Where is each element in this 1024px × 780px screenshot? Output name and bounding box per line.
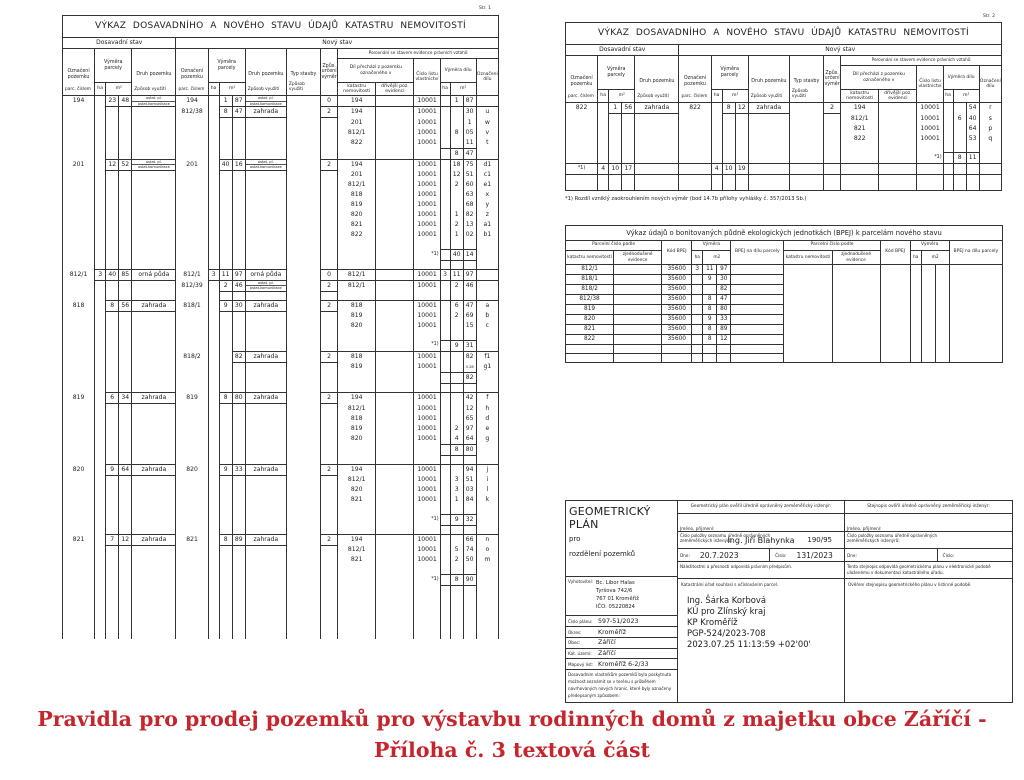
table-row (63, 505, 499, 514)
col-oznaceni-pozemku-novy: Označení pozemku parc. číslem (176, 49, 208, 96)
table-row: 822 10001 53 q (566, 134, 1002, 144)
table-row (63, 612, 499, 621)
table-row (63, 585, 499, 594)
col-vymera: Výměra (692, 241, 731, 251)
col-parcelni-cislo: Parcelní číslo podle (566, 241, 662, 251)
table-row: 812/1 35600 3 11 97 (566, 265, 1003, 275)
table-row: 812/1 10001 3 51 i (63, 475, 499, 485)
col-dil-prechazi: Díl přechází z pozemku označeného v (338, 59, 414, 83)
bpej-body (566, 265, 1003, 363)
gp-field-kat-uzemi: Kat. území: Záříčí (566, 649, 677, 660)
col-druh-pozemku-novy: Druh pozemku Způsob využití (748, 56, 789, 103)
table-row (63, 291, 499, 300)
col-m2-dosavadni: m² (106, 83, 132, 96)
gp-vyhotovitel-label: Vyhotovitel: (568, 579, 594, 585)
table-row: 818/2 82 zahrada 2 818 10001 82 f1 (63, 351, 499, 362)
gp-list-number-cell: Číslo položky seznamu úředně oprávněných zeměměřických inženýrů: 190/95 (678, 532, 844, 549)
vykaz-body-page1 (63, 96, 499, 640)
sheet-page1 (62, 15, 499, 639)
table-row: 82 (63, 373, 499, 384)
col-parcelni-cislo: Parcelní číslo podle (784, 241, 880, 251)
gp-digital-stamp: Ing. Šárka Korbová KÚ pro Zlínský kraj KP Kroměříž PGP-524/2023-708 2023.07.25 11:13:59 +02'00' (687, 595, 811, 649)
gp-overeni-label: Ověření stejnopisu geometrického plánu v listinné podobě. (848, 582, 972, 587)
page-number-2: Str. 2 (983, 14, 996, 19)
col-druh-pozemku-dosavadni: Druh pozemku Způsob využití (635, 56, 679, 103)
table-row: 820 10001 4 64 g (63, 434, 499, 445)
gp-date-number-cell: Dne: 20.7.2023 Číslo: 131/2023 (678, 549, 844, 562)
gp-verify-header-left: Geometrický plán ověřil úředně oprávněný zeměměřický inženýr: (678, 501, 844, 514)
caption-line2: Příloha č. 3 textová část (374, 737, 650, 762)
gp-list-number-cell-right: Číslo položky seznamu úředně oprávněných zeměměřických inženýrů: (845, 532, 1012, 549)
col-katastr-nemovitosti: katastru nemovitostí (566, 251, 614, 265)
gp-ku-agree-label: Katastrální úřad souhlasí s očíslováním parcel. (681, 582, 779, 587)
col-katastr-nemovitosti: katastru nemovitostí (784, 251, 832, 265)
col-ha-dosavadni: ha (598, 90, 609, 103)
col-ha-dil: ha (943, 90, 953, 103)
vykaz-table-page2 (565, 22, 1002, 191)
table-row: 822 10001 1 02 b1 (63, 230, 499, 240)
col-oznaceni-dilu: Označení dílu (979, 66, 1001, 103)
vykaz-title: VÝKAZ DOSAVADNÍHO A NOVÉHO STAVU ÚDAJŮ KATASTRU NEMOVITOSTÍ (566, 23, 1002, 45)
table-row: 818/2 35600 82 (566, 285, 1003, 295)
table-row: *1) 8 11 (566, 153, 1002, 164)
gp-compliance-note: Náležitostmi a přesností odpovídá právním předpisům. (678, 562, 844, 579)
col-ha: ha (692, 251, 703, 265)
col-ha-dosavadni: ha (95, 83, 106, 96)
col-vymera-parcely-dosavadni: Výměra parcely (95, 49, 132, 83)
table-row: 812/1 10001 2 60 e1 (63, 180, 499, 190)
group-novy-stav: Nový stav (679, 45, 1002, 56)
col-drivejsi-evidence: dřívější poz. evidenci (879, 90, 917, 103)
col-dil-prechazi: Díl přechází z pozemku označeného v (841, 66, 917, 90)
group-dosavadni-stav: Dosavadní stav (63, 38, 176, 49)
table-row: 821 7 12 zahrada 821 8 89 zahrada 2 194 10001 66 n (63, 534, 499, 545)
col-vymera-parcely-dosavadni: Výměra parcely (598, 56, 635, 90)
table-row: 821 10001 1 84 k (63, 495, 499, 505)
col-bpej-dil: BPEJ na dílu parcely (731, 241, 784, 265)
table-row (566, 144, 1002, 153)
table-row: 812/1 10001 8 05 v (63, 128, 499, 138)
gp-purpose: rozdělení pozemků (569, 550, 636, 558)
table-row: *1) 40 14 (63, 249, 499, 260)
col-vymera-parcely-novy: Výměra parcely (208, 49, 245, 83)
table-row: 818 8 56 zahrada 818/1 9 30 zahrada 2 818 10001 6 47 a (63, 300, 499, 311)
table-row (63, 331, 499, 340)
col-katastr-nemovitosti: katastru nemovitostí (338, 83, 376, 96)
col-typ-stavby: Typ stavby Způsob využití (286, 49, 320, 96)
gp-left-column (566, 501, 678, 702)
table-row: 8 80 (63, 444, 499, 455)
col-druh-pozemku-dosavadni: Druh pozemku Způsob využití (132, 49, 176, 96)
col-zjednodusena-evidence: zjednodušené evidence (832, 251, 880, 265)
col-typ-stavby: Typ stavby Způsob využití (789, 56, 823, 103)
table-row (63, 594, 499, 603)
table-row: 201 10001 1 w (63, 118, 499, 128)
table-row (63, 455, 499, 464)
gp-vyhotovitel-cell (566, 577, 677, 616)
col-m2: m2 (921, 251, 949, 265)
gp-stamp-cell (678, 579, 844, 702)
table-row (63, 565, 499, 574)
col-kod-bpej: Kód BPEJ (880, 241, 910, 265)
table-row: 812/38 8 47 zahrada 2 194 10001 30 u (63, 107, 499, 118)
col-vymera-dilu: Výměra dílu (943, 66, 979, 90)
table-row: 820 10001 15 c (63, 321, 499, 331)
col-oznaceni-pozemku-dosavadni: Označení pozemku parc. číslem (63, 49, 95, 96)
sheet-bpej (565, 225, 1003, 363)
vykaz-body-page2 (566, 103, 1002, 191)
gp-field-cislo-planu: Číslo plánu: 597-51/2023 (566, 616, 677, 627)
table-row (63, 525, 499, 534)
table-row: 822 10001 11 t (63, 138, 499, 149)
table-row (63, 260, 499, 269)
table-row: 821 35600 8 89 (566, 325, 1003, 335)
table-row (566, 175, 1002, 191)
table-row (63, 384, 499, 393)
col-oznaceni-dilu: Označení dílu (476, 59, 498, 96)
col-zpusob-urceni-vymer: Způs. určení výměr (321, 49, 338, 96)
col-cislo-lv: Číslo listu vlastnictví (414, 59, 440, 96)
gp-verify-header-right: Stejnopis ověřil úředně oprávněný zeměměřický inženýr: (845, 501, 1012, 514)
table-row: 812/1 10001 5 74 o (63, 545, 499, 555)
table-row: 201 10001 12 51 c1 (63, 170, 499, 180)
col-m2-novy: m² (219, 83, 245, 96)
gp-pro: pro (569, 535, 581, 543)
gp-vyhotovitel-address: Bc. Libor Halas Tyršova 742/6 767 01 Kroměříž IČO: 05220824 (596, 580, 639, 611)
col-m2-novy: m² (722, 90, 748, 103)
gp-name-cell-right: Jméno, příjmení: (845, 514, 1012, 532)
col-ha: ha (910, 251, 921, 265)
caption-line1: Pravidla pro prodej pozemků pro výstavbu rodinných domů z majetku obce Záříčí - (37, 707, 987, 731)
table-row: 821 10001 2 13 a1 (63, 220, 499, 230)
gp-name-cell: Jméno, příjmení: Ing. Jiří Blahynka (678, 514, 844, 532)
group-novy-stav: Nový stav (176, 38, 499, 49)
gp-owners-note: Dosavadním vlastníkům pozemků byla poskytnuta možnost seznámit se v terénu s průběhem navrhovaných nových hranic, které byly označeny předepsaným způsobem: (568, 672, 672, 699)
vykaz-title: VÝKAZ DOSAVADNÍHO A NOVÉHO STAVU ÚDAJŮ KATASTRU NEMOVITOSTÍ (63, 16, 499, 38)
geometricky-plan-box (565, 500, 1013, 703)
table-row: 818/1 35600 9 30 (566, 275, 1003, 285)
table-row: 819 35600 8 80 (566, 305, 1003, 315)
gp-date-number-cell-right: Dne: Číslo: (845, 549, 1012, 562)
page-number-1: Str. 1 (479, 6, 492, 11)
table-row: 201 12 52 ostat. pl. ostat.komunikace 201 40 16 ostat. pl. ostat.komunikace 2 194 10001 18 75 d1 (63, 159, 499, 170)
table-row: 812/1 10001 12 h (63, 404, 499, 414)
col-ha-novy: ha (208, 83, 219, 96)
col-oznaceni-pozemku-novy: Označení pozemku parc. číslem (679, 56, 711, 103)
table-row: 819 10001 0.28 g1 (63, 362, 499, 373)
table-row (63, 240, 499, 249)
band-porovnani: Porovnání se stavem evidence právních vztahů (338, 49, 499, 59)
table-row: *1) 8 90 (63, 574, 499, 585)
table-row: 821 10001 64 p (566, 124, 1002, 134)
col-ha-dil: ha (440, 83, 450, 96)
table-row: 820 10001 1 82 z (63, 210, 499, 220)
col-katastr-nemovitosti: katastru nemovitostí (841, 90, 879, 103)
table-row: *1) 9 32 (63, 514, 499, 525)
bpej-table (565, 225, 1003, 363)
col-m2-dil: m² (953, 90, 979, 103)
col-ha-novy: ha (711, 90, 722, 103)
table-row: 818 10001 65 d (63, 414, 499, 424)
table-row: 819 10001 2 69 b (63, 311, 499, 321)
gp-list-number: 190/95 (807, 536, 832, 544)
table-row: 812/38 35600 8 47 (566, 295, 1003, 305)
col-drivejsi-evidence: dřívější poz. evidenci (376, 83, 414, 96)
table-row (63, 621, 499, 630)
table-row: 8 47 (63, 148, 499, 159)
gp-right-column (845, 501, 1012, 702)
table-row (63, 603, 499, 612)
gp-verifier-name: Ing. Jiří Blahynka (727, 536, 795, 545)
col-zpusob-urceni-vymer: Způs. určení výměr (824, 56, 841, 103)
table-row: 819 6 34 zahrada 819 8 80 zahrada 2 194 10001 42 f (63, 393, 499, 404)
gp-number-value: 131/2023 (796, 550, 833, 560)
table-row (63, 630, 499, 639)
col-vymera-parcely-novy: Výměra parcely (711, 56, 748, 90)
col-druh-pozemku-novy: Druh pozemku Způsob využití (245, 49, 286, 96)
gp-field-mapovy-list: Mapový list: Kroměříž 6-2/33 (566, 659, 677, 670)
col-cislo-lv: Číslo listu vlastnictví (917, 66, 943, 103)
col-zjednodusena-evidence: zjednodušené evidence (614, 251, 662, 265)
table-row: 820 35600 9 33 (566, 315, 1003, 325)
bpej-title: Výkaz údajů o bonitovaných půdně ekologických jednotkách (BPEJ) k parcelám nového stavu (566, 226, 1003, 241)
col-m2: m2 (703, 251, 731, 265)
col-kod-bpej: Kód BPEJ (662, 241, 692, 265)
gp-title-cell (566, 501, 677, 577)
table-row: 812/1 10001 6 40 s (566, 114, 1002, 124)
table-row: 822 35600 8 12 (566, 335, 1003, 345)
col-vymera-dilu: Výměra dílu (440, 59, 476, 83)
table-row: 821 10001 2 50 m (63, 555, 499, 565)
col-oznaceni-pozemku-dosavadni: Označení pozemku parc. číslem (566, 56, 598, 103)
table-row: 194 23 48 ostat. pl. ostat.komunikace 194 1 87 ostat. pl. ostat.komunikace 0 194 10001 1 87 (63, 96, 499, 107)
gp-overeni-cell (845, 579, 1012, 702)
table-row: *1) 4 10 17 4 10 19 (566, 164, 1002, 175)
table-row: 812/39 2 46 ostat. pl. ostat.komunikace 2 812/1 10001 2 46 (63, 280, 499, 291)
table-row: 822 1 56 zahrada 822 8 12 zahrada 2 194 10001 54 r (566, 103, 1002, 114)
vykaz-table-page1 (62, 15, 499, 639)
gp-stejnopis-note: Tento stejnopis odpovídá geometrickému plánu v elektronické podobě uloženému v dokumentaci katastrálního úřadu. (845, 562, 1012, 579)
gp-field-okres: Okres: Kroměříž (566, 627, 677, 638)
table-row: 812/1 3 40 85 orná půda 812/1 3 11 97 orná půda 0 812/1 10001 3 11 97 (63, 269, 499, 280)
col-bpej-dil: BPEJ na dílu parcely (949, 241, 1002, 265)
caption (0, 704, 1024, 766)
gp-date-value: 20.7.2023 (699, 550, 739, 560)
group-dosavadni-stav: Dosavadní stav (566, 45, 679, 56)
col-m2-dosavadni: m² (609, 90, 635, 103)
table-row: 819 10001 68 y (63, 200, 499, 210)
col-vymera: Výměra (910, 241, 949, 251)
gp-field-obec: Obec: Záříčí (566, 638, 677, 649)
col-m2-dil: m² (450, 83, 476, 96)
gp-title: GEOMETRICKÝ PLÁN (569, 505, 651, 531)
rounding-footnote: *1) Rozdíl vzniklý zaokrouhlením nových výměr (bod 14.7b přílohy vyhlášky č. 357/2013 Sb.) (565, 196, 807, 202)
sheet-page2 (565, 22, 1002, 202)
band-porovnani: Porovnání se stavem evidence právních vztahů (841, 56, 1002, 66)
table-row: 819 10001 2 97 e (63, 424, 499, 434)
table-row: 818 10001 63 x (63, 190, 499, 200)
table-row: 820 10001 3 03 l (63, 485, 499, 495)
table-row: *1) 9 31 (63, 340, 499, 351)
gp-middle-column (678, 501, 845, 702)
table-row: 820 9 64 zahrada 820 9 33 zahrada 2 194 10001 94 j (63, 464, 499, 475)
